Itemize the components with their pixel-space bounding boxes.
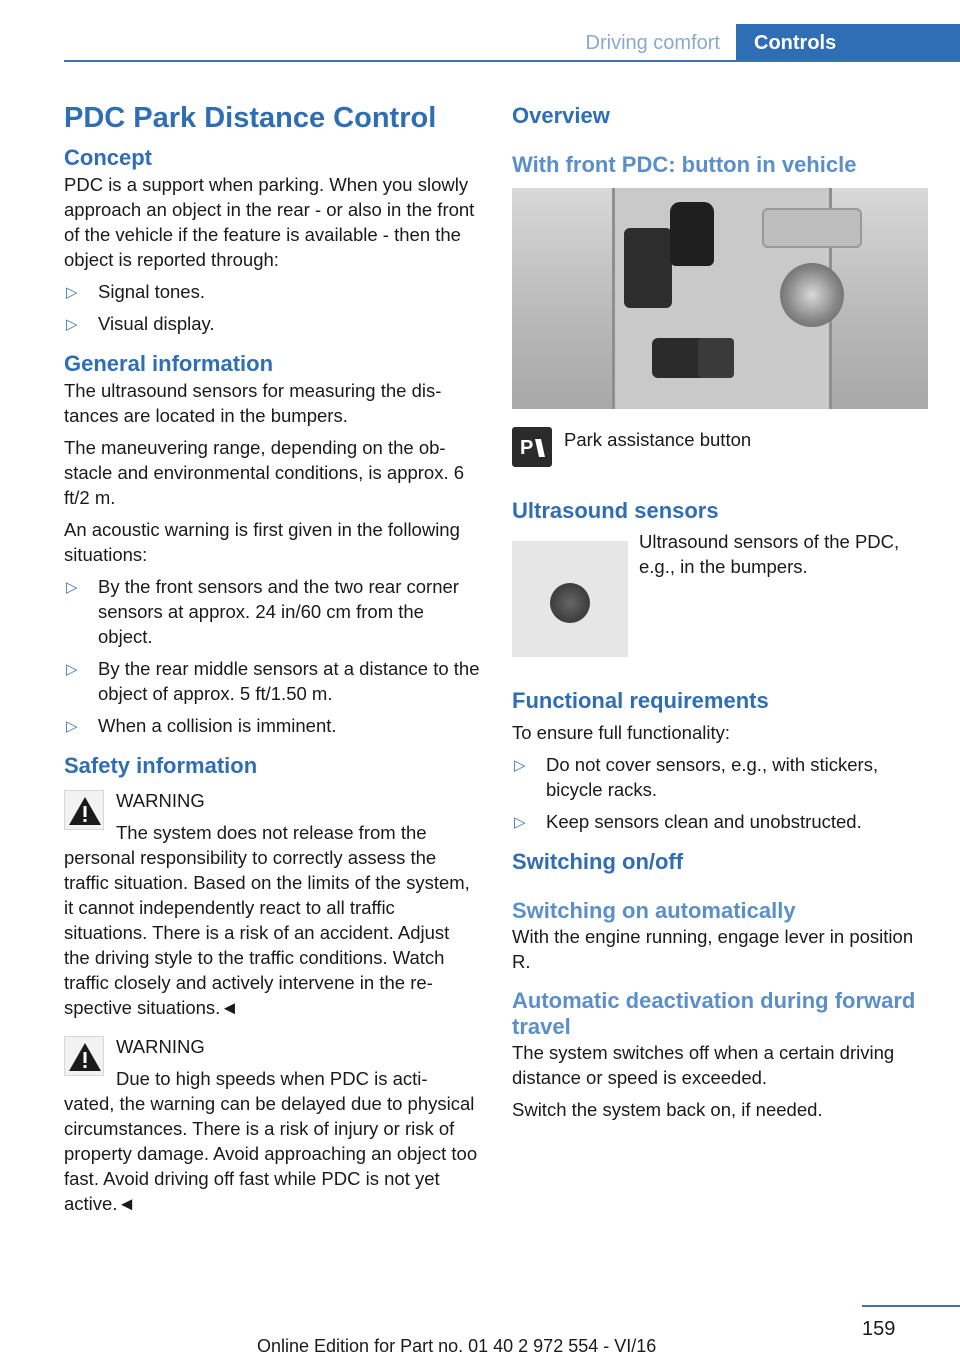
header-tab-controls: Controls	[736, 24, 960, 62]
ultrasound-text: Ultrasound sensors of the PDC, e.g., in the bumpers.	[639, 531, 900, 577]
sensor-icon	[550, 583, 590, 623]
warning-text: The system does not release from the personal responsibility to correctly assess the traffic situation. Based on the limits of the system, it cannot independently react to all traffic situations. There is a risk of an accident. Adjust the driving style to the traffic conditions. Watch traffic closely and actively intervene in the respective situations.◄	[64, 822, 470, 1018]
edition-footer: Online Edition for Part no. 01 40 2 972 554 - VI/16	[257, 1336, 657, 1356]
page-number: 159	[862, 1318, 896, 1340]
ultrasound-sensor-photo	[512, 541, 628, 657]
triangle-bullet-icon: ▷	[66, 316, 78, 333]
triangle-bullet-icon: ▷	[66, 284, 78, 301]
list-item: ▷ By the rear middle sensors at a distance to the object of approx. 5 ft/1.50 m.	[66, 658, 480, 704]
auto-on-heading: Switching on automatically	[512, 898, 796, 923]
triangle-bullet-icon: ▷	[66, 579, 78, 596]
general-info-p3: An acoustic warning is first given in the following situations:	[64, 519, 460, 565]
general-info-p2: The maneuvering range, depending on the obstacle and environmental conditions, is approx. 6 ft/2 m.	[64, 437, 465, 508]
warning-triangle-icon	[64, 790, 104, 830]
triangle-bullet-icon: ▷	[514, 757, 526, 774]
list-item: ▷ Do not cover sensors, e.g., with stickers, bicycle racks.	[514, 754, 879, 800]
auto-on-text: With the engine running, engage lever in position R.	[512, 926, 914, 972]
ultrasound-heading: Ultrasound sensors	[512, 498, 719, 523]
list-item: ▷ By the front sensors and the two rear corner sensors at approx. 24 in/60 cm from the object.	[66, 576, 459, 647]
triangle-bullet-icon: ▷	[514, 814, 526, 831]
warning-text: Due to high speeds when PDC is acti- vated, the warning can be delayed due to physical circumstances. There is a risk of injury or risk of property damage. Avoid approaching an object too fast. Avoid driving off fast while PDC is not yet active.◄	[64, 1068, 478, 1214]
park-assist-caption-text: Park assistance button	[564, 429, 752, 450]
general-info-p1: The ultrasound sensors for measuring the distances are located in the bumpers.	[64, 380, 442, 426]
warning-block-1	[64, 788, 480, 1020]
park-assist-caption	[512, 427, 928, 467]
list-item: ▷ Signal tones.	[64, 279, 480, 304]
warning-block-2	[64, 1034, 480, 1216]
functional-req-list	[512, 752, 928, 834]
park-assist-button-icon	[512, 427, 552, 467]
svg-text:P: P	[520, 437, 534, 459]
warning-situations-list	[64, 574, 480, 738]
safety-info-heading: Safety information	[64, 753, 258, 778]
header-section-label: Driving comfort	[585, 32, 720, 54]
center-console-photo	[512, 188, 928, 409]
left-column	[64, 96, 480, 1223]
switch-back-text: Switch the system back on, if needed.	[512, 1099, 823, 1120]
concept-list	[64, 279, 480, 336]
ultrasound-sensor-row	[512, 529, 928, 657]
page-title: PDC Park Distance Control	[64, 102, 437, 134]
switching-heading: Switching on/off	[512, 849, 684, 874]
list-item: ▷ Keep sensors clean and unobstructed.	[512, 809, 928, 834]
list-item: ▷ Visual display.	[64, 311, 480, 336]
concept-text: PDC is a support when parking. When you slowly approach an object in the rear - or also in the front of the vehicle if the feature is available - then the object is reported through:	[64, 174, 475, 270]
header-rule	[64, 60, 960, 62]
auto-off-text: The system switches off when a certain driving distance or speed is exceeded.	[512, 1042, 895, 1088]
warning-triangle-icon	[64, 1036, 104, 1076]
triangle-bullet-icon: ▷	[66, 718, 78, 735]
general-info-heading: General information	[64, 351, 274, 376]
right-column	[512, 96, 928, 1129]
functional-req-intro: To ensure full functionality:	[512, 722, 731, 743]
triangle-bullet-icon: ▷	[66, 661, 78, 678]
warning-title: WARNING	[116, 790, 205, 811]
overview-heading: Overview	[512, 103, 610, 128]
warning-title: WARNING	[116, 1036, 205, 1057]
auto-off-heading: Automatic deactivation during forward travel	[512, 988, 916, 1039]
footer-rule	[862, 1305, 960, 1307]
concept-heading: Concept	[64, 145, 152, 170]
list-item: ▷ When a collision is imminent.	[64, 713, 480, 738]
front-pdc-heading: With front PDC: button in vehicle	[512, 152, 857, 177]
functional-req-heading: Functional requirements	[512, 688, 769, 713]
